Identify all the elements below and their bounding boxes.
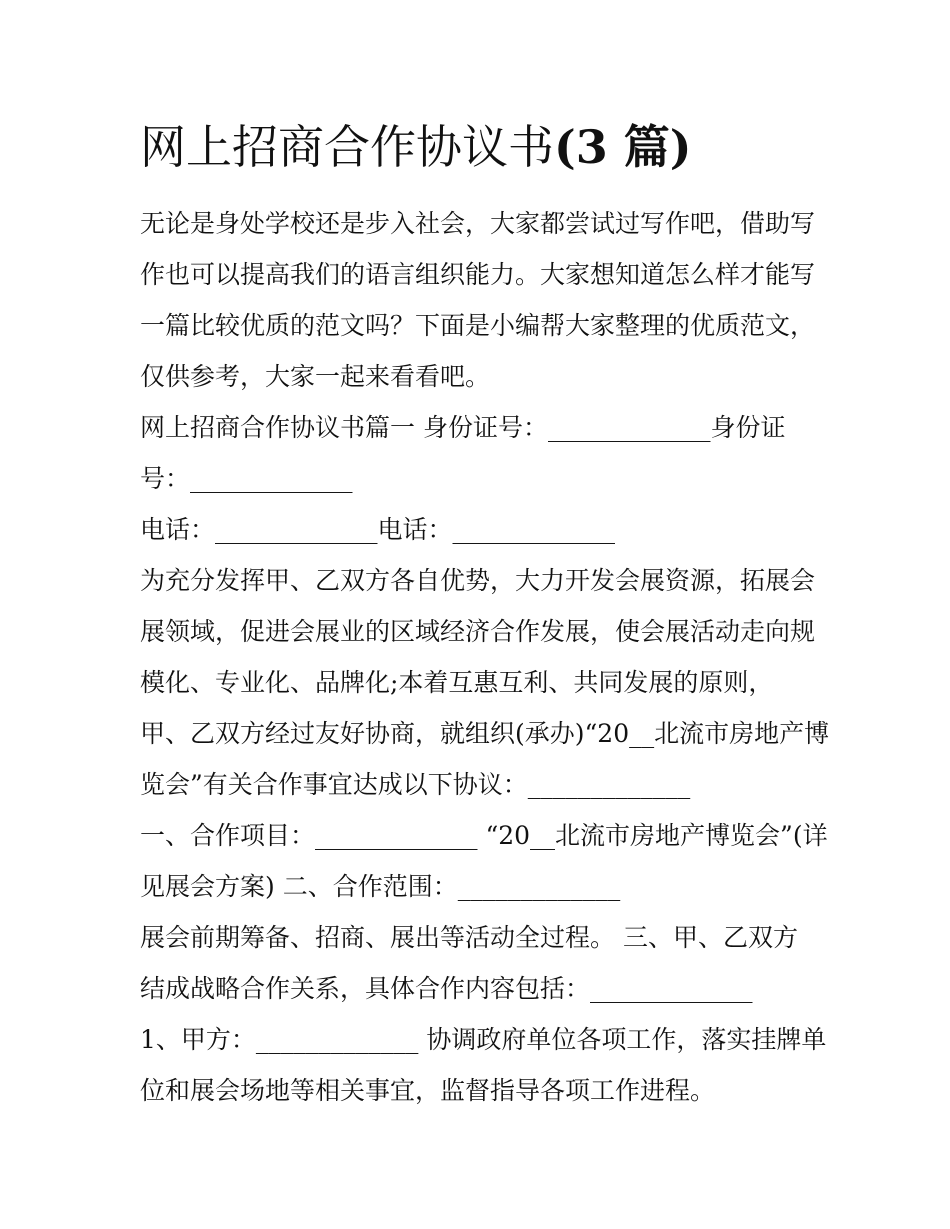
paragraph-line: 1、甲方：_____________ 协调政府单位各项工作，落实挂牌单 (140, 1025, 827, 1054)
document-title (140, 112, 840, 182)
paragraph-line: 无论是身处学校还是步入社会，大家都尝试过写作吧，借助写 (140, 209, 816, 238)
paragraph-line: 位和展会场地等相关事宜，监督指导各项工作进程。 (140, 1076, 716, 1105)
paragraph-line: 为充分发挥甲、乙双方各自优势，大力开发会展资源，拓展会 (140, 566, 816, 595)
paragraph-line: 结成战略合作关系，具体合作内容包括：_____________ (140, 974, 753, 1003)
paragraph-line: 模化、专业化、品牌化;本着互惠互利、共同发展的原则， (140, 668, 774, 697)
paragraph-line: 展会前期筹备、招商、展出等活动全过程。 三、甲、乙双方 (140, 923, 798, 952)
document-body (140, 198, 830, 1116)
paragraph-line: 一、合作项目：_____________ “20__北流市房地产博览会”(详 (140, 821, 828, 850)
paragraph-line: 仅供参考，大家一起来看看吧。 (140, 362, 491, 391)
title-main: 网上招商合作协议书 (140, 120, 554, 174)
paragraph-line: 见展会方案) 二、合作范围：_____________ (140, 872, 621, 901)
paragraph-line: 一篇比较优质的范文吗？下面是小编帮大家整理的优质范文， (140, 311, 816, 340)
paragraph-line: 网上招商合作协议书篇一 身份证号：_____________身份证 (140, 413, 786, 442)
paragraph-line: 展领域，促进会展业的区域经济合作发展，使会展活动走向规 (140, 617, 816, 646)
paragraph-line: 作也可以提高我们的语言组织能力。大家想知道怎么样才能写 (140, 260, 816, 289)
title-suffix: (3 篇) (554, 120, 692, 174)
paragraph-line: 甲、乙双方经过友好协商，就组织(承办)“20__北流市房地产博 (140, 719, 830, 748)
paragraph-line: 号：_____________ (140, 464, 353, 493)
paragraph-line: 电话：_____________电话：_____________ (140, 515, 616, 544)
paragraph-line: 览会”有关合作事宜达成以下协议：_____________ (140, 770, 691, 799)
